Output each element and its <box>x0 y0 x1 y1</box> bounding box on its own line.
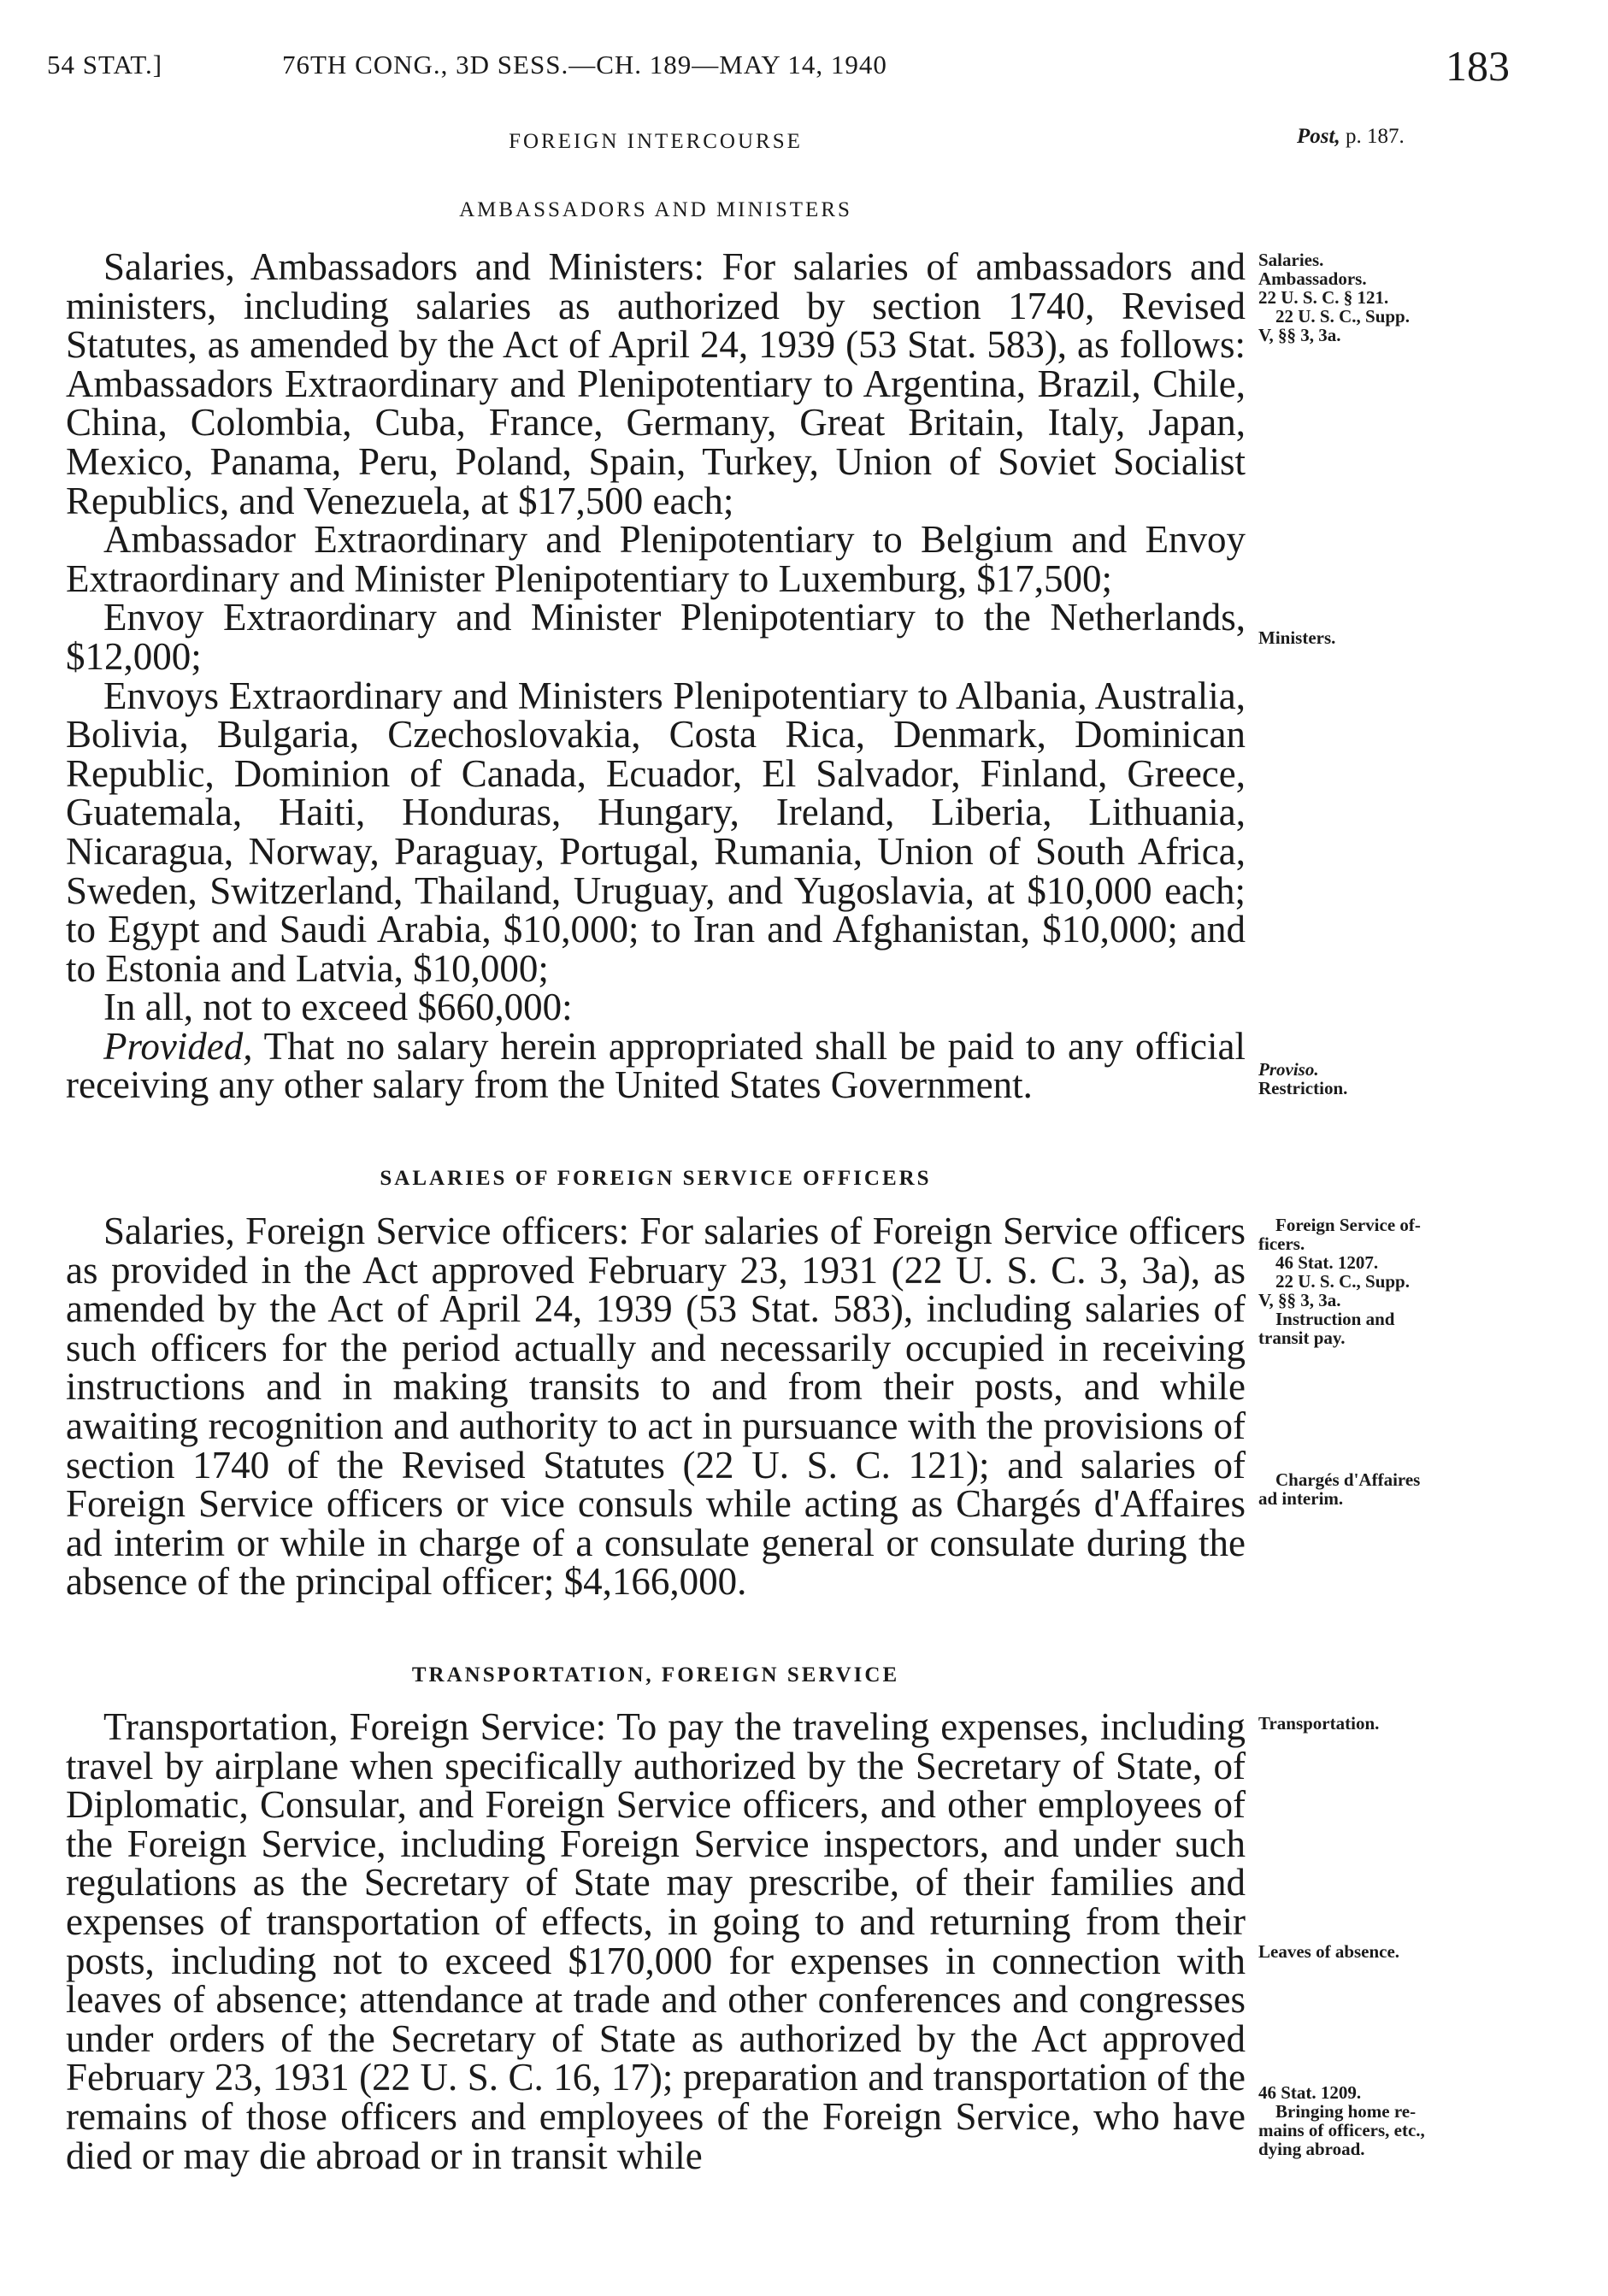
section-transportation <box>66 1705 1246 2177</box>
sidenote-line: Instruction and <box>1275 1309 1395 1329</box>
sidenote-line: 22 U. S. C., Supp. <box>1275 306 1410 327</box>
title-heading: FOREIGN INTERCOURSE <box>509 130 803 153</box>
sidenote-line: V, §§ 3, 3a. <box>1258 1290 1341 1310</box>
sidenote-ministers: Ministers. <box>1258 627 1336 648</box>
sidenote-charges <box>1258 1470 1523 1508</box>
sidenote-line: Chargés d'Affaires <box>1275 1469 1421 1490</box>
sidenote-line: Bringing home re- <box>1275 2101 1417 2122</box>
ambassadors-heading: AMBASSADORS AND MINISTERS <box>459 198 852 221</box>
salaries-fso-heading: SALARIES OF FOREIGN SERVICE OFFICERS <box>380 1167 932 1190</box>
sidenote-line: Restriction. <box>1258 1078 1348 1098</box>
sidenote-line: Salaries. <box>1258 250 1324 270</box>
paragraph: Salaries, Foreign Service officers: For salaries of Foreign Service officers as provided in the Act approved February 23, 1931 (22 U. S. C. 3, 3a), as amended by the Act of April 24, 1939 (53 Stat. 583), including salaries of such officers for the period actually and necessarily occupied in receiving instructions and in making transits to and from their posts, and while awaiting recognition and authority to act in pursuance with the provisions of section 1740 of the Revised Statutes (22 U. S. C. 121); and salaries of Foreign Service officers or vice consuls while acting as Chargés d'Affaires ad interim or while in charge of a consulate general or consulate during the absence of the principal officer; $4,166,000. <box>66 1210 1246 1604</box>
sidenote-line: mains of officers, etc., <box>1258 2120 1425 2140</box>
sidenote-line: dying abroad. <box>1258 2139 1365 2159</box>
sidenote-transportation: Transportation. <box>1258 1713 1380 1734</box>
paragraph: Envoy Extraordinary and Minister Plenipotentiary to the Netherlands, $12,000; <box>66 596 1246 678</box>
sidenote-line: Foreign Service of- <box>1275 1215 1421 1235</box>
post-note <box>1297 125 1405 149</box>
paragraph: Envoys Extraordinary and Ministers Plenipotentiary to Albania, Australia, Bolivia, Bulgaria, Czechoslovakia, Costa Rica, Denmark, Dominican Republic, Dominion of Canada, Ecuador, El Salvador, Finland, Greece, Guatemala, Haiti, Honduras, Hungary, Ireland, Liberia, Lithuania, Nicaragua, Norway, Paraguay, Portugal, Rumania, Union of South Africa, Sweden, Switzerland, Thailand, Uruguay, and Yugoslavia, at $10,000 each; to Egypt and Saudi Arabia, $10,000; to Iran and Afghanistan, $10,000; and to Estonia and Latvia, $10,000; <box>66 674 1246 990</box>
post-note-page: p. 187. <box>1345 125 1405 148</box>
sidenote-proviso <box>1258 1060 1523 1098</box>
page-number: 183 <box>1446 42 1510 90</box>
transportation-heading: TRANSPORTATION, FOREIGN SERVICE <box>411 1663 900 1687</box>
paragraph: Transportation, Foreign Service: To pay the traveling expenses, including travel by airplane when specifically authorized by the Secretary of State, of Diplomatic, Consular, and Foreign Service officers, and other employees of the Foreign Service, including Foreign Service inspectors, and under such regulations as the Secretary of State may prescribe, of their families and expenses of transportation of effects, in going to and returning from their posts, including not to exceed $170,000 for expenses in connection with leaves of absence; attendance at trade and other conferences and congresses under orders of the Secretary of State as authorized by the Act approved February 23, 1931 (22 U. S. C. 16, 17); preparation and transportation of the remains of those officers and employees of the Foreign Service, who have died or may die abroad or in transit while <box>66 1705 1246 2177</box>
section-ambassadors <box>66 245 1246 1107</box>
sidenote-line: ad interim. <box>1258 1488 1344 1509</box>
sidenote-line: 22 U. S. C., Supp. <box>1275 1271 1410 1292</box>
sidenote-leaves: Leaves of absence. <box>1258 1941 1400 1962</box>
section-foreign-service-salaries <box>66 1212 1246 1602</box>
sidenote-foreign-service <box>1258 1216 1523 1347</box>
header-stat: 54 STAT.] <box>47 50 163 79</box>
post-note-label: Post, <box>1297 125 1340 148</box>
sidenote-line: V, §§ 3, 3a. <box>1258 325 1341 345</box>
sidenote-line: Ambassadors. <box>1258 268 1367 289</box>
sidenote-line: 46 Stat. 1207. <box>1275 1252 1379 1273</box>
sidenote-line: transit pay. <box>1258 1328 1346 1348</box>
paragraph: Ambassador Extraordinary and Plenipotentiary to Belgium and Envoy Extraordinary and Minister Plenipotentiary to Luxemburg, $17,500; <box>66 518 1246 600</box>
sidenote-line: 46 Stat. 1209. <box>1258 2082 1362 2103</box>
sidenote-salaries <box>1258 250 1523 344</box>
proviso-word: Provided, <box>103 1024 253 1068</box>
sidenote-line: ficers. <box>1258 1233 1305 1254</box>
sidenote-line: Proviso. <box>1258 1059 1319 1080</box>
sidenote-line: 22 U. S. C. § 121. <box>1258 287 1389 308</box>
sidenote-remains <box>1258 2083 1523 2158</box>
header-congress: 76TH CONG., 3D SESS.—CH. 189—MAY 14, 1940 <box>282 50 887 79</box>
paragraph-proviso <box>66 1024 1246 1107</box>
paragraph: In all, not to exceed $660,000: <box>103 986 573 1029</box>
paragraph: Salaries, Ambassadors and Ministers: For salaries of ambassadors and ministers, including salaries as authorized by section 1740, Revised Statutes, as amended by the Act of April 24, 1939 (53 Stat. 583), as follows: Ambassadors Extraordinary and Plenipotentiary to Argentina, Brazil, Chile, China, Colombia, Cuba, France, Germany, Great Britain, Italy, Japan, Mexico, Panama, Peru, Poland, Spain, Turkey, Union of Soviet Socialist Republics, and Venezuela, at $17,500 each; <box>66 245 1246 522</box>
proviso-text: That no salary herein appropriated shall be paid to any official receiving any other salary from the United States Government. <box>66 1024 1246 1107</box>
